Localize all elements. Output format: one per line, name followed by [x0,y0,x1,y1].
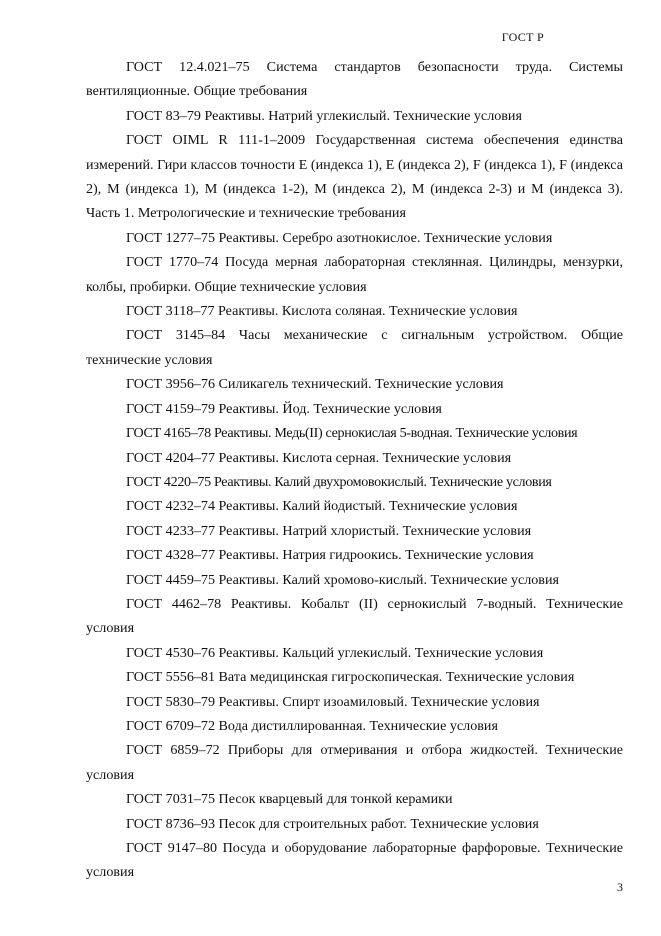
reference-item: ГОСТ 4232–74 Реактивы. Калий йодистый. Технические условия [126,498,518,515]
reference-item: ГОСТ 4462–78 Реактивы. Кобальт (II) сернокислый 7-водный. Технические условия [86,595,623,637]
reference-item: ГОСТ 4530–76 Реактивы. Кальций углекислый. Технические условия [126,644,544,661]
reference-item: ГОСТ 4459–75 Реактивы. Калий хромово-кислый. Технические условия [126,571,559,588]
reference-item: ГОСТ 4220–75 Реактивы. Калий двухромовокислый. Технические условия [126,473,552,490]
reference-item: ГОСТ 4204–77 Реактивы. Кислота серная. Технические условия [126,449,512,466]
reference-item: ГОСТ 83–79 Реактивы. Натрий углекислый. Технические условия [126,107,522,124]
reference-item: ГОСТ 3956–76 Силикагель технический. Технические условия [126,376,504,393]
reference-item: ГОСТ 7031–75 Песок кварцевый для тонкой керамики [126,791,453,808]
reference-item: ГОСТ 3118–77 Реактивы. Кислота соляная. Технические условия [126,303,518,320]
running-header: ГОСТ Р [501,30,544,44]
reference-item: ГОСТ OIML R 111-1–2009 Государственная система обеспечения единства измерений. Гири классов точности E (индекса 1), E (индекса 2), F (индекса 1), F (индекса 2), M (индекса 1), M (индекса 1-2), M (индекса 2), M (индекса 2-3) и M (индекса 3). Часть 1. Метрологические и технические требования [86,132,623,222]
reference-item: ГОСТ 1770–74 Посуда мерная лабораторная стеклянная. Цилиндры, мензурки, колбы, пробирки. Общие технические условия [86,254,623,295]
reference-item: ГОСТ 8736–93 Песок для строительных работ. Технические условия [126,815,539,832]
reference-item: ГОСТ 5830–79 Реактивы. Спирт изоамиловый. Технические условия [126,693,540,710]
reference-item: ГОСТ 9147–80 Посуда и оборудование лабораторные фарфоровые. Технические условия [86,840,623,881]
reference-item: ГОСТ 4165–78 Реактивы. Медь(II) сернокислая 5-водная. Технические условия [126,425,578,442]
reference-item: ГОСТ 3145–84 Часы механические с сигнальным устройством. Общие технические условия [86,327,623,368]
reference-item: ГОСТ 6709–72 Вода дистиллированная. Технические условия [126,717,498,734]
reference-item: ГОСТ 6859–72 Приборы для отмеривания и отбора жидкостей. Технические условия [86,742,623,783]
reference-item: ГОСТ 12.4.021–75 Система стандартов безопасности труда. Системы вентиляционные. Общие требования [86,59,623,100]
page-number: 3 [617,880,623,894]
reference-item: ГОСТ 4159–79 Реактивы. Йод. Технические условия [126,400,442,417]
reference-item: ГОСТ 5556–81 Вата медицинская гигроскопическая. Технические условия [126,669,575,686]
reference-item: ГОСТ 4233–77 Реактивы. Натрий хлористый. Технические условия [126,522,532,539]
reference-item: ГОСТ 1277–75 Реактивы. Серебро азотнокислое. Технические условия [126,229,553,246]
reference-item: ГОСТ 4328–77 Реактивы. Натрия гидроокись. Технические условия [126,547,534,564]
reference-list [86,55,623,885]
